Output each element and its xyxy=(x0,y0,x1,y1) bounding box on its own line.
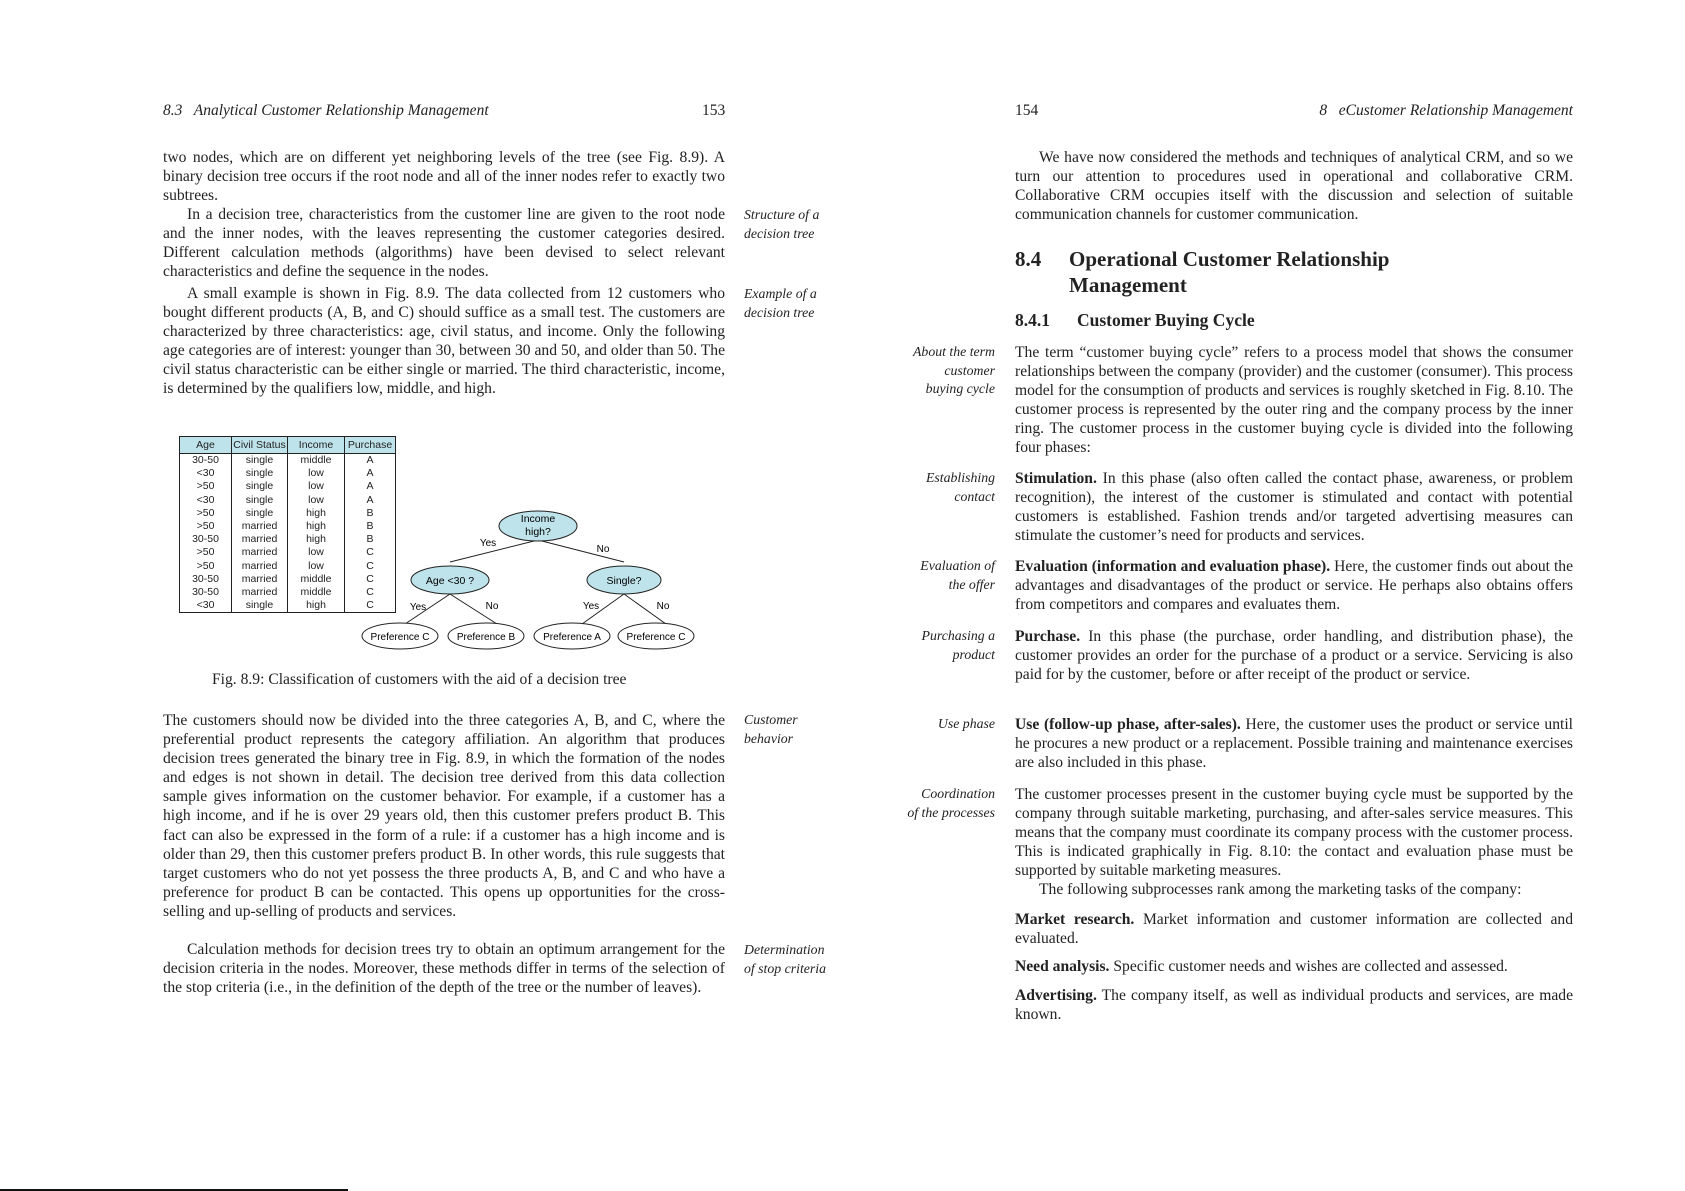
paragraph-subprocesses-intro: The following subprocesses rank among the marketing tasks of the company: xyxy=(1039,881,1522,898)
table-cell: <30 xyxy=(180,599,232,613)
section-heading xyxy=(1015,246,1389,298)
margin-note-line: Determination xyxy=(744,942,825,957)
leaf-label: Preference B xyxy=(456,632,516,643)
right-running-head xyxy=(1319,102,1573,120)
margin-note-line: Evaluation of xyxy=(920,558,995,573)
table-cell: A xyxy=(345,454,396,468)
table-cell: C xyxy=(345,599,396,613)
running-head-chapter: 8 xyxy=(1319,102,1328,119)
table-cell: high xyxy=(288,507,345,520)
margin-note-example xyxy=(744,285,817,322)
table-cell: middle xyxy=(288,586,345,599)
table-cell: C xyxy=(345,573,396,586)
section-title-line1: Operational Customer Relationship xyxy=(1069,247,1390,271)
table-cell: married xyxy=(232,573,288,586)
left-running-head xyxy=(163,102,489,120)
table-cell: high xyxy=(288,520,345,533)
table-header: Income xyxy=(288,437,345,454)
edge-label-yes: Yes xyxy=(479,538,497,549)
subprocess-text: Specific customer needs and wishes are collected and assessed. xyxy=(1109,958,1508,975)
paragraph-coordination: The customer processes present in the customer buying cycle must be supported by the company through suitable marketing, purchasing, and after-sales service measures. This means that the company must coordinate its company process with the customer process. This is indicated graphically in Fig. 8.10: the contact and evaluation phase must be supported by suitable marketing measures. xyxy=(1015,786,1573,880)
margin-note-purchasing xyxy=(922,627,995,664)
margin-note-line: behavior xyxy=(744,730,794,746)
margin-note-establishing-contact xyxy=(926,469,995,506)
table-cell: low xyxy=(288,494,345,507)
table-cell: C xyxy=(345,546,396,559)
table-cell: >50 xyxy=(180,520,232,533)
margin-note-line: Use phase xyxy=(937,716,995,731)
table-cell: >50 xyxy=(180,480,232,493)
table-cell: C xyxy=(345,560,396,573)
margin-note-line: of the processes xyxy=(907,804,995,820)
edge-label-no: No xyxy=(656,601,670,612)
margin-note-line: Customer xyxy=(744,712,798,727)
edge-label-no: No xyxy=(485,601,499,612)
edge-root-right xyxy=(538,540,624,562)
section-number: 8.4 xyxy=(1015,247,1042,271)
table-cell: >50 xyxy=(180,507,232,520)
phase-purchase xyxy=(1015,627,1573,684)
phase-term: Evaluation (information and evaluation phase). xyxy=(1015,558,1331,575)
table-cell: low xyxy=(288,560,345,573)
phase-text: In this phase (also often called the contact phase, awareness, or problem recognition), the interest of the customer is stimulated and contact with potential customers is established. Fashion trends and/or targeted advertising measures can stimulate the customer’s need for products and services. xyxy=(1015,470,1573,545)
section-title-line2: Management xyxy=(1069,273,1187,297)
margin-note-stop-criteria xyxy=(744,941,826,978)
margin-note-line: of stop criteria xyxy=(744,960,827,976)
phase-text: In this phase (the purchase, order handling, and distribution phase), the customer provides an order for the purchase of a product or a service. Servicing is also paid for by the customer, before or after receipt of the product or service. xyxy=(1015,628,1573,684)
margin-note-line: About the term xyxy=(913,344,995,359)
table-row xyxy=(180,454,396,468)
table-cell: single xyxy=(232,494,288,507)
phase-text: Here, the customer uses the product or service until he procures a new product or a replacement. Possible training and maintenance exercises are also included in this phase. xyxy=(1015,716,1573,772)
table-cell: >50 xyxy=(180,560,232,573)
table-cell: high xyxy=(288,599,345,613)
table-cell: A xyxy=(345,494,396,507)
edge-label-yes: Yes xyxy=(409,602,427,613)
table-cell: <30 xyxy=(180,467,232,480)
table-cell: A xyxy=(345,467,396,480)
paragraph-example: A small example is shown in Fig. 8.9. The data collected from 12 customers who bought different products (A, B, and C) should suffice as a small test. The customers are characterized by three characteristics: age, civil status, and income. Only the following age categories are of interest: younger than 30, between 30 and 50, and older than 50. The civil status characteristic can be either single or married. The third characteristic, income, is determined by the qualifiers low, middle, and high. xyxy=(163,285,725,398)
table-cell: married xyxy=(232,520,288,533)
table-cell: married xyxy=(232,546,288,559)
subsection-number: 8.4.1 xyxy=(1015,310,1050,330)
table-cell: single xyxy=(232,599,288,613)
paragraph-binary-tree: two nodes, which are on different yet neighboring levels of the tree (see Fig. 8.9). A binary decision tree occurs if the root node and all of the inner nodes refer to exactly two subtrees. xyxy=(163,149,725,205)
margin-note-line: Coordination xyxy=(921,786,995,801)
table-cell: single xyxy=(232,467,288,480)
edge-label-no: No xyxy=(596,544,610,555)
table-header: Age xyxy=(180,437,232,454)
phase-text: Here, the customer finds out about the advantages and disadvantages of the product or service. He perhaps also obtains offers from competitors and compares and evaluates them. xyxy=(1015,558,1573,614)
leaf-label: Preference C xyxy=(370,632,430,643)
root-node-label: Income xyxy=(520,513,556,525)
root-node-label: high? xyxy=(525,526,551,538)
subprocess-text: Market information and customer information are collected and evaluated. xyxy=(1015,911,1573,948)
table-header-row xyxy=(180,437,396,454)
subsection-title: Customer Buying Cycle xyxy=(1077,310,1255,330)
table-cell: 30-50 xyxy=(180,573,232,586)
subprocess-term: Advertising. xyxy=(1015,987,1097,1004)
margin-note-evaluation xyxy=(920,557,995,594)
table-header: Purchase xyxy=(345,437,396,454)
phase-term: Purchase. xyxy=(1015,628,1081,645)
running-head-section: 8.3 xyxy=(163,102,183,119)
age-decision-label: Age <30 ? xyxy=(425,575,475,587)
table-cell: B xyxy=(345,533,396,546)
table-cell: 30-50 xyxy=(180,533,232,546)
table-cell: high xyxy=(288,533,345,546)
subsection-heading xyxy=(1015,310,1255,331)
table-cell: low xyxy=(288,480,345,493)
subprocess-term: Market research. xyxy=(1015,911,1135,928)
margin-note-line: the offer xyxy=(948,576,995,592)
phase-term: Stimulation. xyxy=(1015,470,1097,487)
paragraph-tree-structure: In a decision tree, characteristics from the customer line are given to the root node and the inner nodes, with the leaves representing the customer categories desired. Different calculation methods (algorithms) have been devised to select relevant characteristics and define the sequence in the nodes. xyxy=(163,206,725,281)
paragraph-buying-cycle: The term “customer buying cycle” refers to a process model that shows the consumer relationships between the company (provider) and the customer (consumer). This process model for the consumption of products and services is roughly sketched in Fig. 8.10. The customer process is represented by the outer ring and the company process by the inner ring. The customer process in the customer buying cycle is divided into the following four phases: xyxy=(1015,344,1573,457)
table-cell: >50 xyxy=(180,546,232,559)
table-row xyxy=(180,467,396,480)
paragraph-stop-criteria: Calculation methods for decision trees try to obtain an optimum arrangement for the decision criteria in the nodes. Moreover, these methods differ in terms of the selection of the stop criteria (i.e., in the definition of the depth of the tree or the number of leaves). xyxy=(163,941,725,997)
intro-paragraph: We have now considered the methods and techniques of analytical CRM, and so we turn our attention to procedures used in operational and collaborative CRM. Collaborative CRM occupies itself with the discussion and selection of suitable communication channels for customer communication. xyxy=(1015,149,1573,224)
table-cell: low xyxy=(288,546,345,559)
single-decision-label: Single? xyxy=(606,575,642,587)
margin-note-structure xyxy=(744,206,819,243)
margin-note-line: contact xyxy=(954,488,995,504)
margin-note-line: Example of a xyxy=(744,286,817,301)
table-cell: married xyxy=(232,560,288,573)
margin-note-line: customer xyxy=(944,362,995,378)
table-cell: B xyxy=(345,507,396,520)
margin-note-line: buying cycle xyxy=(925,381,995,396)
phase-stimulation xyxy=(1015,469,1573,545)
table-cell: low xyxy=(288,467,345,480)
decision-tree-diagram xyxy=(360,500,720,660)
table-cell: married xyxy=(232,586,288,599)
table-cell: <30 xyxy=(180,494,232,507)
table-header: Civil Status xyxy=(232,437,288,454)
margin-note-customer-behavior xyxy=(744,711,798,748)
running-head-title: eCustomer Relationship Management xyxy=(1338,102,1573,119)
margin-note-line: Structure of a xyxy=(744,207,820,222)
phase-term: Use (follow-up phase, after-sales). xyxy=(1015,716,1241,733)
margin-note-about-term xyxy=(913,343,995,399)
margin-note-use-phase xyxy=(938,715,995,734)
margin-note-line: Purchasing a xyxy=(921,628,995,643)
table-cell: single xyxy=(232,454,288,468)
margin-note-line: Establishing xyxy=(926,470,995,485)
right-page-number: 154 xyxy=(1015,102,1039,119)
subprocess-market-research xyxy=(1015,910,1573,948)
subprocess-need-analysis xyxy=(1015,957,1573,976)
table-cell: C xyxy=(345,586,396,599)
leaf-label: Preference C xyxy=(626,632,686,643)
table-cell: middle xyxy=(288,573,345,586)
table-cell: A xyxy=(345,480,396,493)
subprocess-term: Need analysis. xyxy=(1015,958,1110,975)
table-cell: middle xyxy=(288,454,345,468)
table-cell: B xyxy=(345,520,396,533)
margin-note-coordination xyxy=(907,785,995,822)
edge-label-yes: Yes xyxy=(582,601,600,612)
table-row xyxy=(180,480,396,493)
margin-note-line: product xyxy=(952,646,995,662)
phase-evaluation xyxy=(1015,557,1573,614)
margin-note-line: decision tree xyxy=(744,304,815,320)
table-cell: single xyxy=(232,507,288,520)
left-page-number: 153 xyxy=(702,102,726,119)
running-head-title: Analytical Customer Relationship Management xyxy=(193,102,489,119)
table-cell: married xyxy=(232,533,288,546)
subprocess-advertising xyxy=(1015,986,1573,1024)
margin-note-line: decision tree xyxy=(744,225,815,241)
phase-use xyxy=(1015,715,1573,772)
table-cell: 30-50 xyxy=(180,586,232,599)
table-cell: single xyxy=(232,480,288,493)
subprocess-text: The company itself, as well as individual products and services, are made known. xyxy=(1015,987,1573,1024)
leaf-label: Preference A xyxy=(543,632,601,643)
table-cell: 30-50 xyxy=(180,454,232,468)
figure-caption: Fig. 8.9: Classification of customers with the aid of a decision tree xyxy=(212,671,627,688)
paragraph-customer-behavior: The customers should now be divided into the three categories A, B, and C, where the preferential product represents the category affiliation. An algorithm that produces decision trees generated the binary tree in Fig. 8.9, in which the formation of the nodes and edges is not shown in detail. The decision tree derived from this data collection sample gives information on the customer behavior. For example, if a customer has a high income, and if he is over 29 years old, then this customer prefers product B. This fact can also be expressed in the form of a rule: if a customer has a high income and is older than 29, then this customer prefers product B. In other words, this rule suggests that target customers who do not yet possess the three products A, B, and C and who have a preference for product B can be contacted. This opens up opportunities for the cross-selling and up-selling of products and services. xyxy=(163,712,725,920)
